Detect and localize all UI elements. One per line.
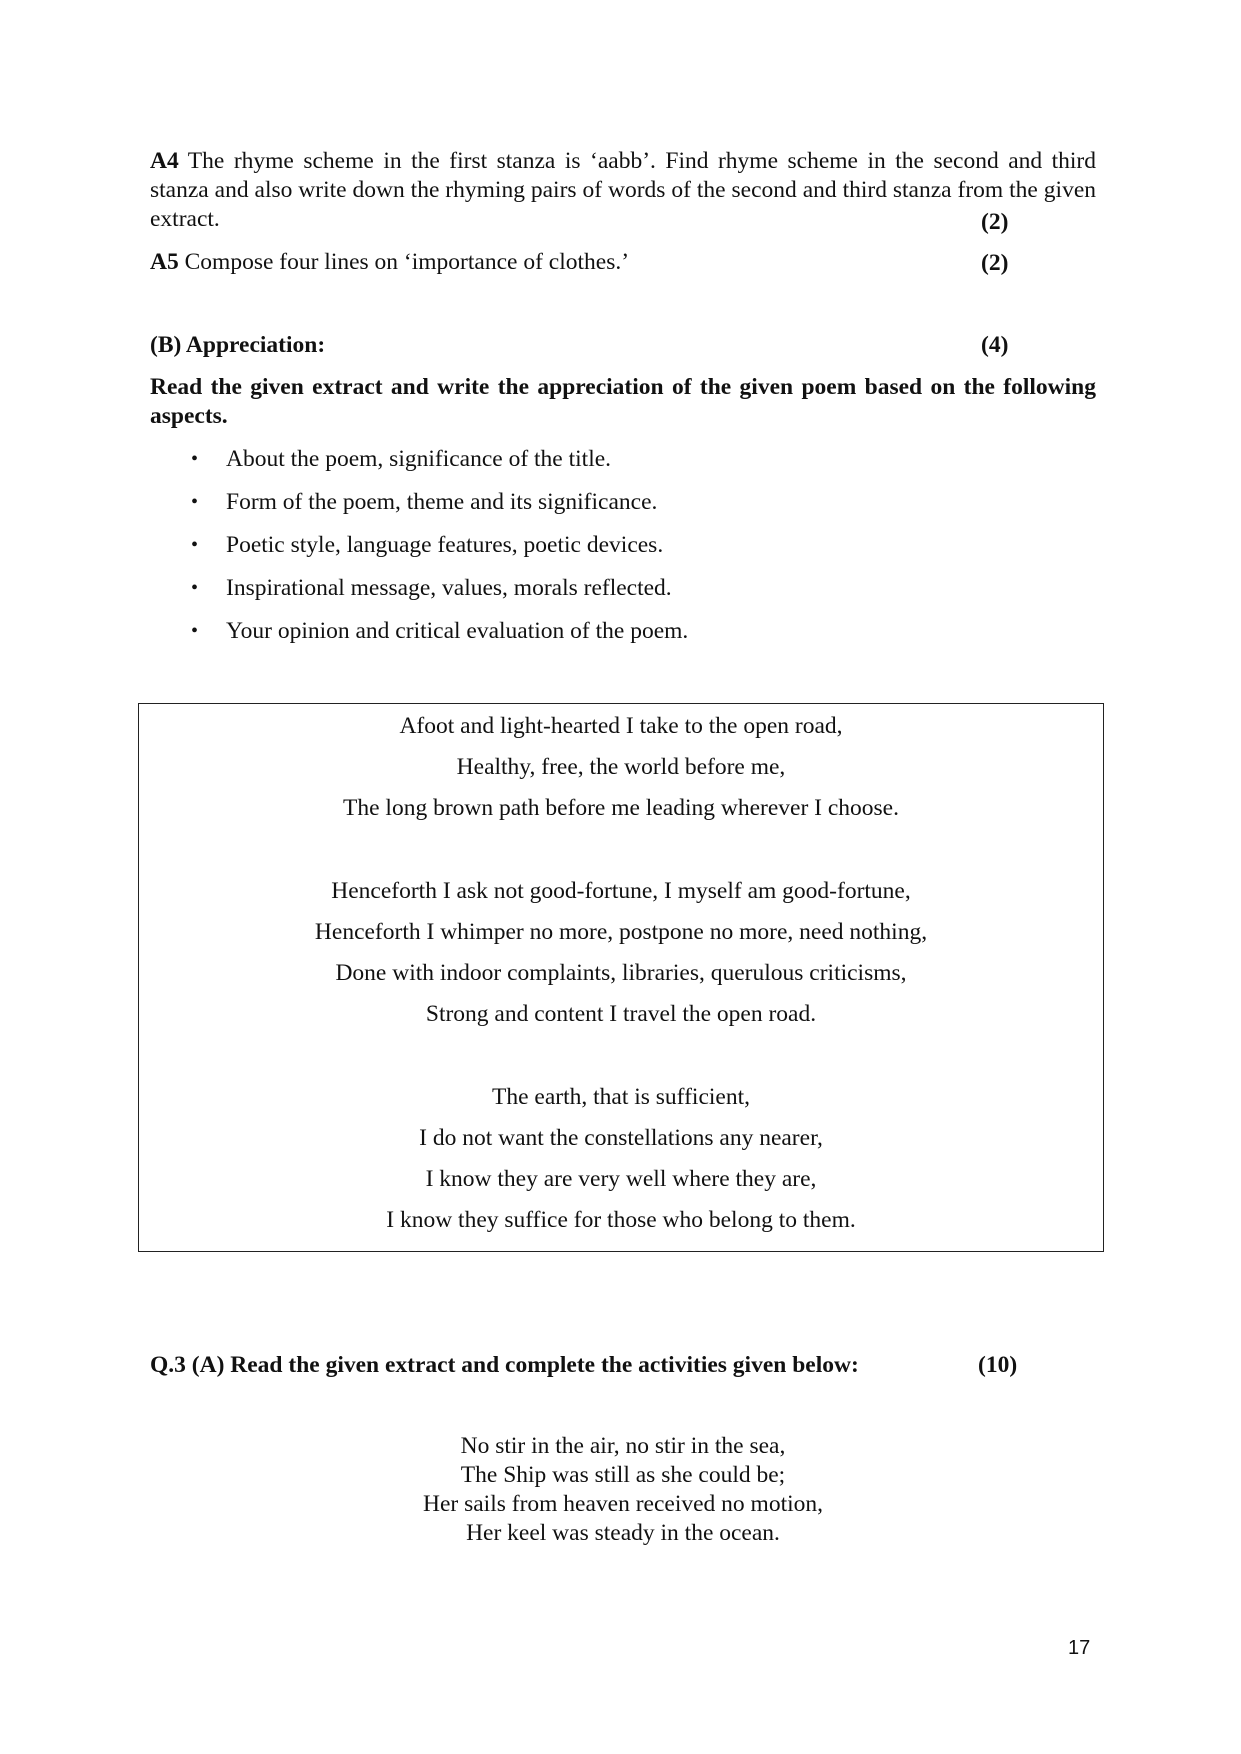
list-item-text: About the poem, significance of the title. xyxy=(226,446,612,472)
poem-line: Healthy, free, the world before me, xyxy=(456,754,786,780)
poem-line: The earth, that is sufficient, xyxy=(492,1084,750,1110)
question-a5-marks: (2) xyxy=(981,250,1009,276)
question-a4-label: A4 xyxy=(150,148,179,174)
extract-line: Her sails from heaven received no motion, xyxy=(422,1491,824,1517)
list-item-text: Poetic style, language features, poetic devices. xyxy=(226,532,664,558)
poem-line: Henceforth I whimper no more, postpone no more, need nothing, xyxy=(314,919,928,945)
extract-line: No stir in the air, no stir in the sea, xyxy=(460,1433,786,1459)
bullet-icon: • xyxy=(191,448,199,470)
question-a5-label: A5 xyxy=(150,249,179,275)
question-a4 xyxy=(150,147,1096,234)
appreciation-marks: (4) xyxy=(981,332,1009,358)
poem-line: The long brown path before me leading wherever I choose. xyxy=(343,795,899,821)
bullet-icon: • xyxy=(191,620,199,642)
poem-line: Afoot and light-hearted I take to the open road, xyxy=(399,713,843,739)
list-item-text: Your opinion and critical evaluation of the poem. xyxy=(226,618,689,644)
extract-line: The Ship was still as she could be; xyxy=(460,1462,786,1488)
poem-line: Henceforth I ask not good-fortune, I myself am good-fortune, xyxy=(331,878,911,904)
question-a4-marks: (2) xyxy=(981,209,1009,235)
extract-line: Her keel was steady in the ocean. xyxy=(466,1520,780,1546)
list-item xyxy=(186,488,688,531)
bullet-icon: • xyxy=(191,534,199,556)
appreciation-instruction: Read the given extract and write the appreciation of the given poem based on the following aspects. xyxy=(150,374,1096,429)
appreciation-aspects-list xyxy=(186,445,688,660)
question-3-heading: Q.3 (A) Read the given extract and complete the activities given below: xyxy=(150,1352,859,1378)
bullet-icon: • xyxy=(191,491,199,513)
question-3-extract xyxy=(150,1432,1096,1548)
list-item-text: Form of the poem, theme and its significance. xyxy=(226,489,658,515)
question-3-marks: (10) xyxy=(978,1352,1018,1378)
poem-line: I know they suffice for those who belong to them. xyxy=(386,1207,856,1233)
question-a5-text: Compose four lines on ‘importance of clothes.’ xyxy=(178,249,630,275)
bullet-icon: • xyxy=(191,577,199,599)
list-item xyxy=(186,617,688,660)
poem-box xyxy=(138,703,1104,1252)
list-item xyxy=(186,445,688,488)
poem-line: I know they are very well where they are, xyxy=(425,1166,817,1192)
list-item xyxy=(186,574,688,617)
question-a5 xyxy=(150,248,950,277)
list-item-text: Inspirational message, values, morals reflected. xyxy=(226,575,672,601)
question-a4-text: The rhyme scheme in the first stanza is ‘aabb’. Find rhyme scheme in the second and third stanza and also write down the rhyming pairs of words of the second and third stanza from the given extract. xyxy=(150,148,1096,232)
list-item xyxy=(186,531,688,574)
poem-line: I do not want the constellations any nearer, xyxy=(419,1125,823,1151)
poem-line: Strong and content I travel the open road. xyxy=(425,1001,817,1027)
poem-line: Done with indoor complaints, libraries, querulous criticisms, xyxy=(335,960,907,986)
appreciation-heading: (B) Appreciation: xyxy=(150,332,326,358)
page-number: 17 xyxy=(1068,1637,1091,1659)
